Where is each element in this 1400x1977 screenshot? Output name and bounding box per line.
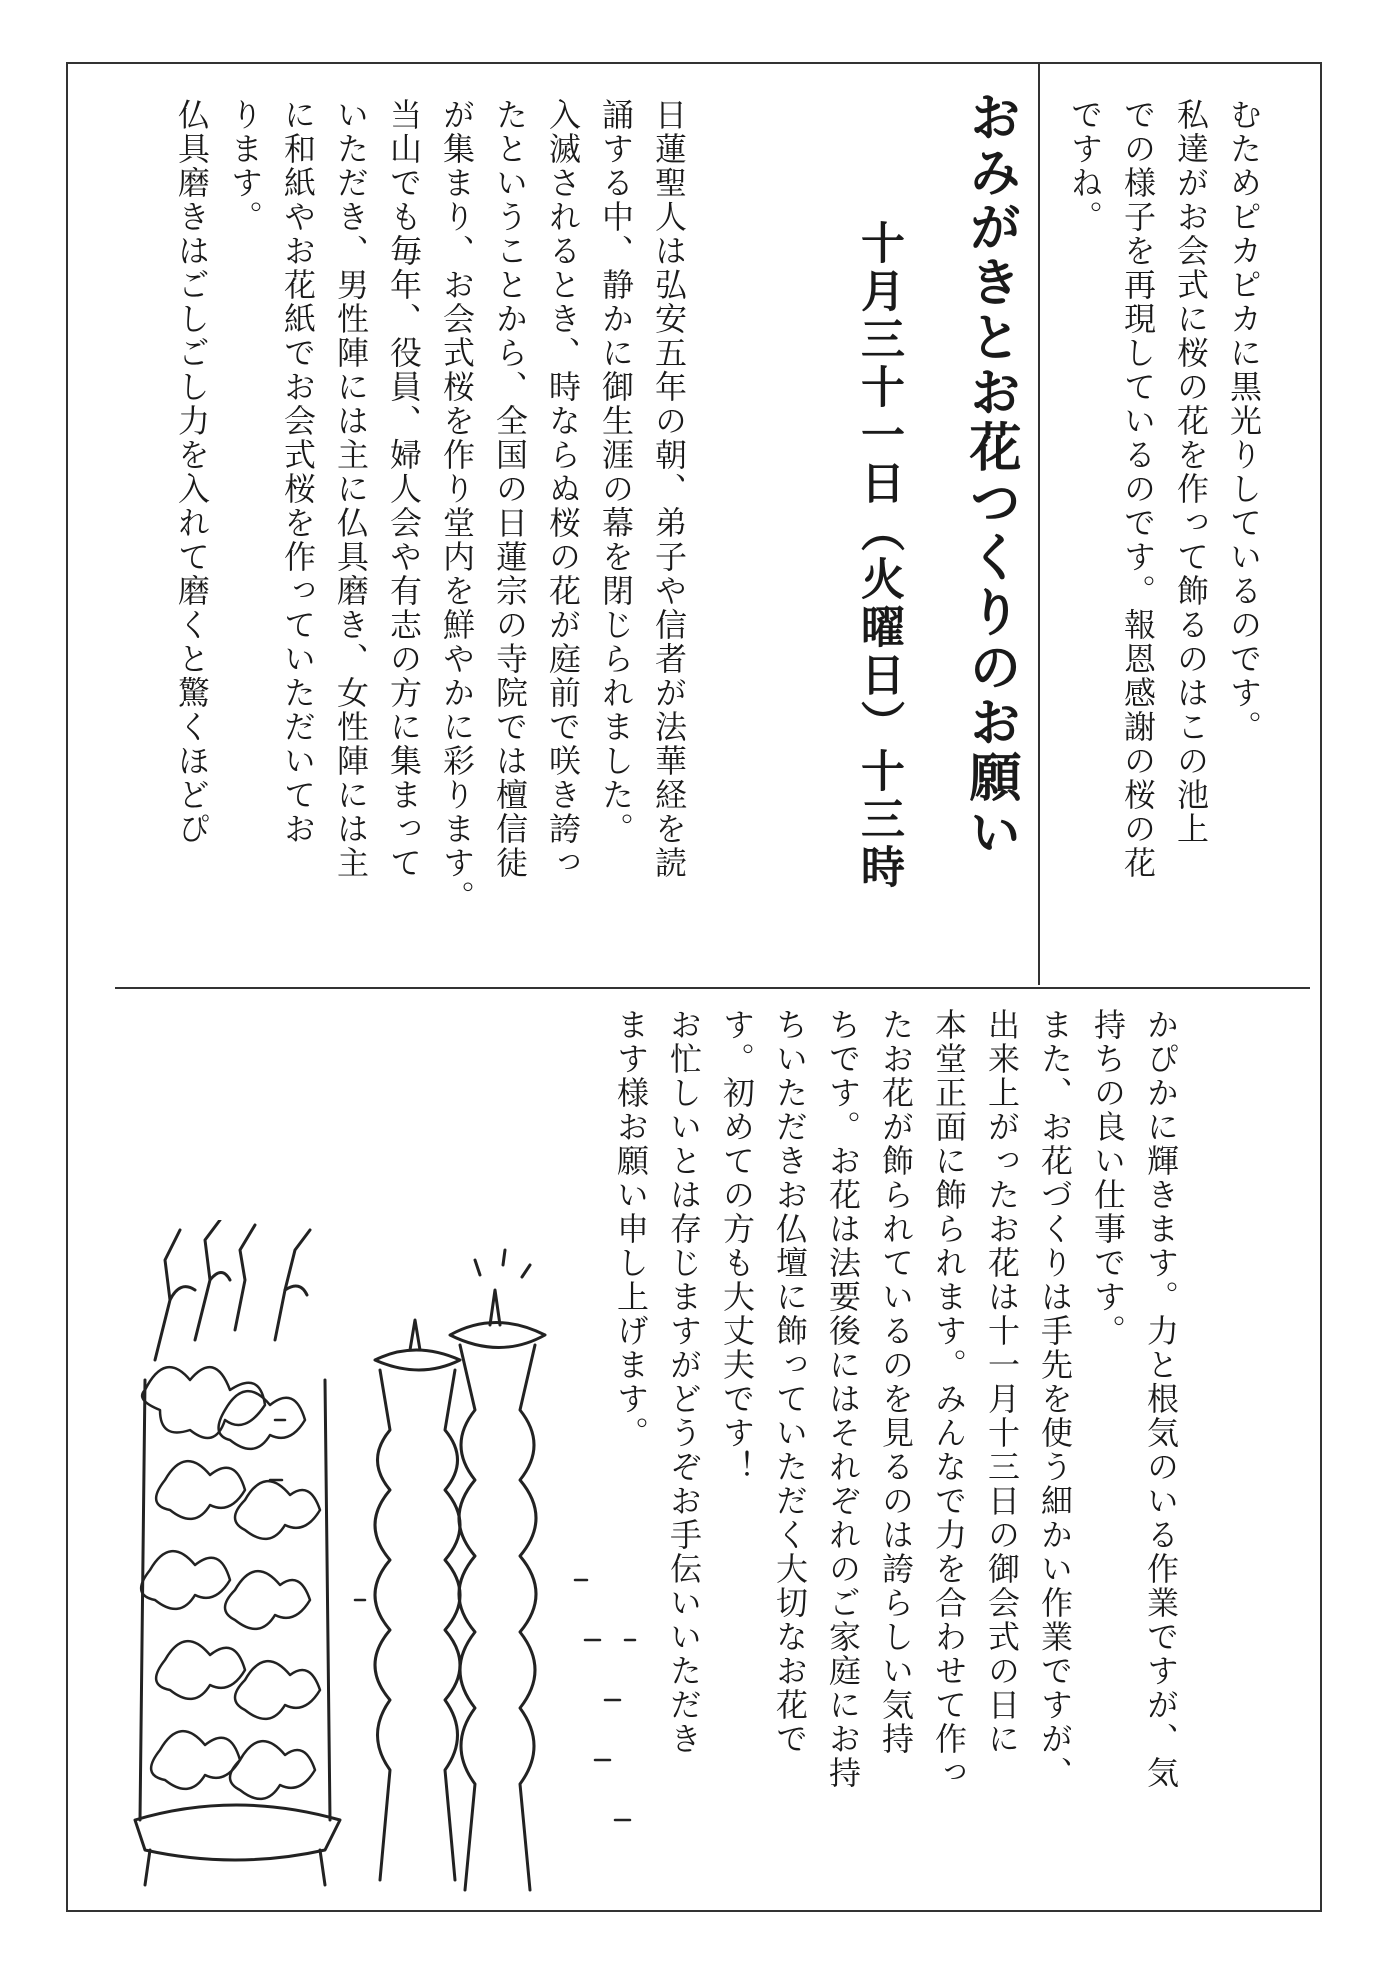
flower-candlestick-illustration bbox=[125, 1220, 685, 1900]
intro-text: むためピカピカに黒光りしているのです。 私達がお会式に桜の花を作って飾るのはこの池上 での様子を再現しているのです。報恩感謝の桜の花 ですね。 bbox=[1066, 98, 1263, 880]
work-description-text: かぴかに輝きます。力と根気のいる作業ですが、気 持ちの良い仕事です。 また、お花づくりは手先を使う細かい作業ですが、 出来上がったお花は十一月十三日の御会式の日に 本堂正面に飾られます。みんなで力を合わせて作っ たお花が飾られているのを見るのは誇らしい気持 ちです。お花は法要後にはそれぞれのご家庭にお持 ちいただきお仏壇に飾っていただく大切なお花で す。初めての方も大丈夫です！ お忙しいとは存じますがどうぞお手伝いいただき ます様お願い申し上げます。 bbox=[612, 1008, 1180, 1790]
candlestick-icon bbox=[375, 1250, 545, 1890]
event-datetime: 十月三十一日（火曜日）十三時 bbox=[853, 220, 904, 892]
flower-bouquet-icon bbox=[135, 1220, 340, 1885]
column-divider bbox=[1038, 63, 1040, 985]
section-divider bbox=[115, 987, 1310, 989]
page-title: おみがきとお花つくりのお願い bbox=[960, 90, 1021, 860]
history-text: 日蓮聖人は弘安五年の朝、弟子や信者が法華経を読 誦する中、静かに御生涯の幕を閉じられました。 入滅されるとき、時ならぬ桜の花が庭前で咲き誇っ たということから、全国の日蓮宗の寺院では檀信徒 が集まり、お会式桜を作り堂内を鮮やかに彩ります。 当山でも毎年、役員、婦人会や有志の方に集まって いただき、男性陣には主に仏具磨き、女性陣には主 に和紙やお花紙でお会式桜を作っていただいてお ります。 仏具磨きはごしごし力を入れて磨くと驚くほどぴ bbox=[173, 98, 688, 914]
